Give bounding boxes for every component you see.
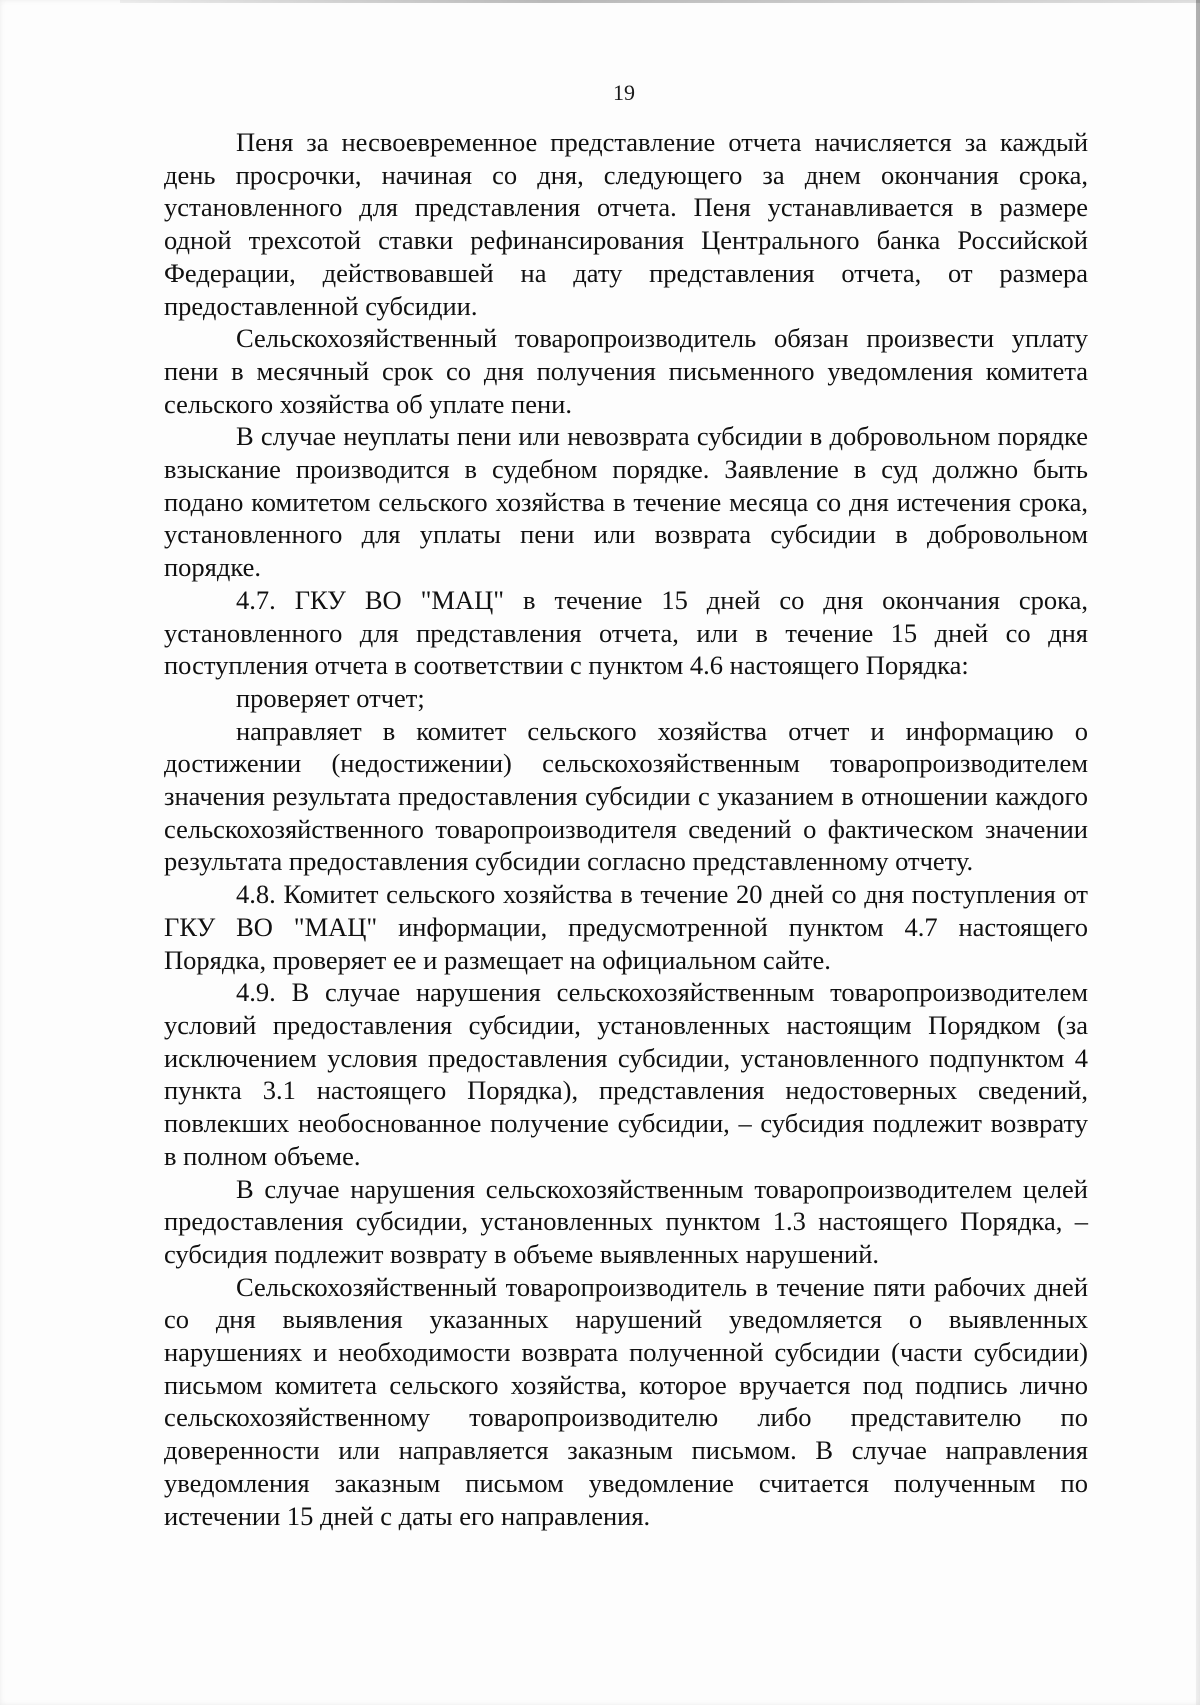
paragraph-clause-4-9: 4.9. В случае нарушения сельскохозяйственным товаропроизводителем условий предоставления субсидии, установленных настоящим Порядком (за исключением условия предоставления субсидии, установленного подпунктом 4 пункта 3.1 настоящего Порядка), представления недостоверных сведений, повлекших необоснованное получение субсидии, – субсидия подлежит возврату в полном объеме. xyxy=(164,977,1088,1171)
page-number: 19 xyxy=(613,80,635,105)
paragraph-penalty-accrual: Пеня за несвоевременное представление отчета начисляется за каждый день просрочки, начиная со дня, следующего за днем окончания срока, установленного для представления отчета. Пеня устанавливается в размере одной трехсотой ставки рефинансирования Центрального банка Российской Федерации, действовавшей на дату представления отчета, от размера предоставленной субсидии. xyxy=(164,127,1088,321)
document-body xyxy=(164,126,1088,1532)
paragraph-clause-4-8: 4.8. Комитет сельского хозяйства в течение 20 дней со дня поступления от ГКУ ВО "МАЦ" информации, предусмотренной пунктом 4.7 настоящего Порядка, проверяет ее и размещает на официальном сайте. xyxy=(164,879,1088,975)
paragraph-checks-report: проверяет отчет; xyxy=(236,682,425,713)
paragraph-sends-report: направляет в комитет сельского хозяйства отчет и информацию о достижении (недостижении) сельскохозяйственным товаропроизводителем значения результата предоставления субсидии с указанием в отношении каждого сельскохозяйственного товаропроизводителя сведений о фактическом значении результата предоставления субсидии согласно представленному отчету. xyxy=(164,715,1088,877)
scan-shadow-right xyxy=(1196,0,1200,1705)
paragraph-penalty-payment: Сельскохозяйственный товаропроизводитель обязан произвести уплату пени в месячный срок со дня получения письменного уведомления комитета сельского хозяйства об уплате пени. xyxy=(164,323,1088,419)
paragraph-court-recovery: В случае неуплаты пени или невозврата субсидии в добровольном порядке взыскание производится в судебном порядке. Заявление в суд должно быть подано комитетом сельского хозяйства в течение месяца со дня истечения срока, установленного для уплаты пени или возврата субсидии в добровольном порядке. xyxy=(164,421,1088,583)
scan-shadow-top xyxy=(120,0,1200,3)
paragraph-notification: Сельскохозяйственный товаропроизводитель в течение пяти рабочих дней со дня выявления указанных нарушений уведомляется о выявленных нарушениях и необходимости возврата полученной субсидии (части субсидии) письмом комитета сельского хозяйства, которое вручается под подпись лично сельскохозяйственному товаропроизводителю либо представителю по доверенности или направляется заказным письмом. В случае направления уведомления заказным письмом уведомление считается полученным по истечении 15 дней с даты его направления. xyxy=(164,1271,1088,1531)
paragraph-purpose-violation: В случае нарушения сельскохозяйственным товаропроизводителем целей предоставления субсидии, установленных пунктом 1.3 настоящего Порядка, – субсидия подлежит возврату в объеме выявленных нарушений. xyxy=(164,1173,1088,1269)
paragraph-clause-4-7: 4.7. ГКУ ВО "МАЦ" в течение 15 дней со дня окончания срока, установленного для представления отчета, или в течение 15 дней со дня поступления отчета в соответствии с пунктом 4.6 настоящего Порядка: xyxy=(164,584,1088,681)
